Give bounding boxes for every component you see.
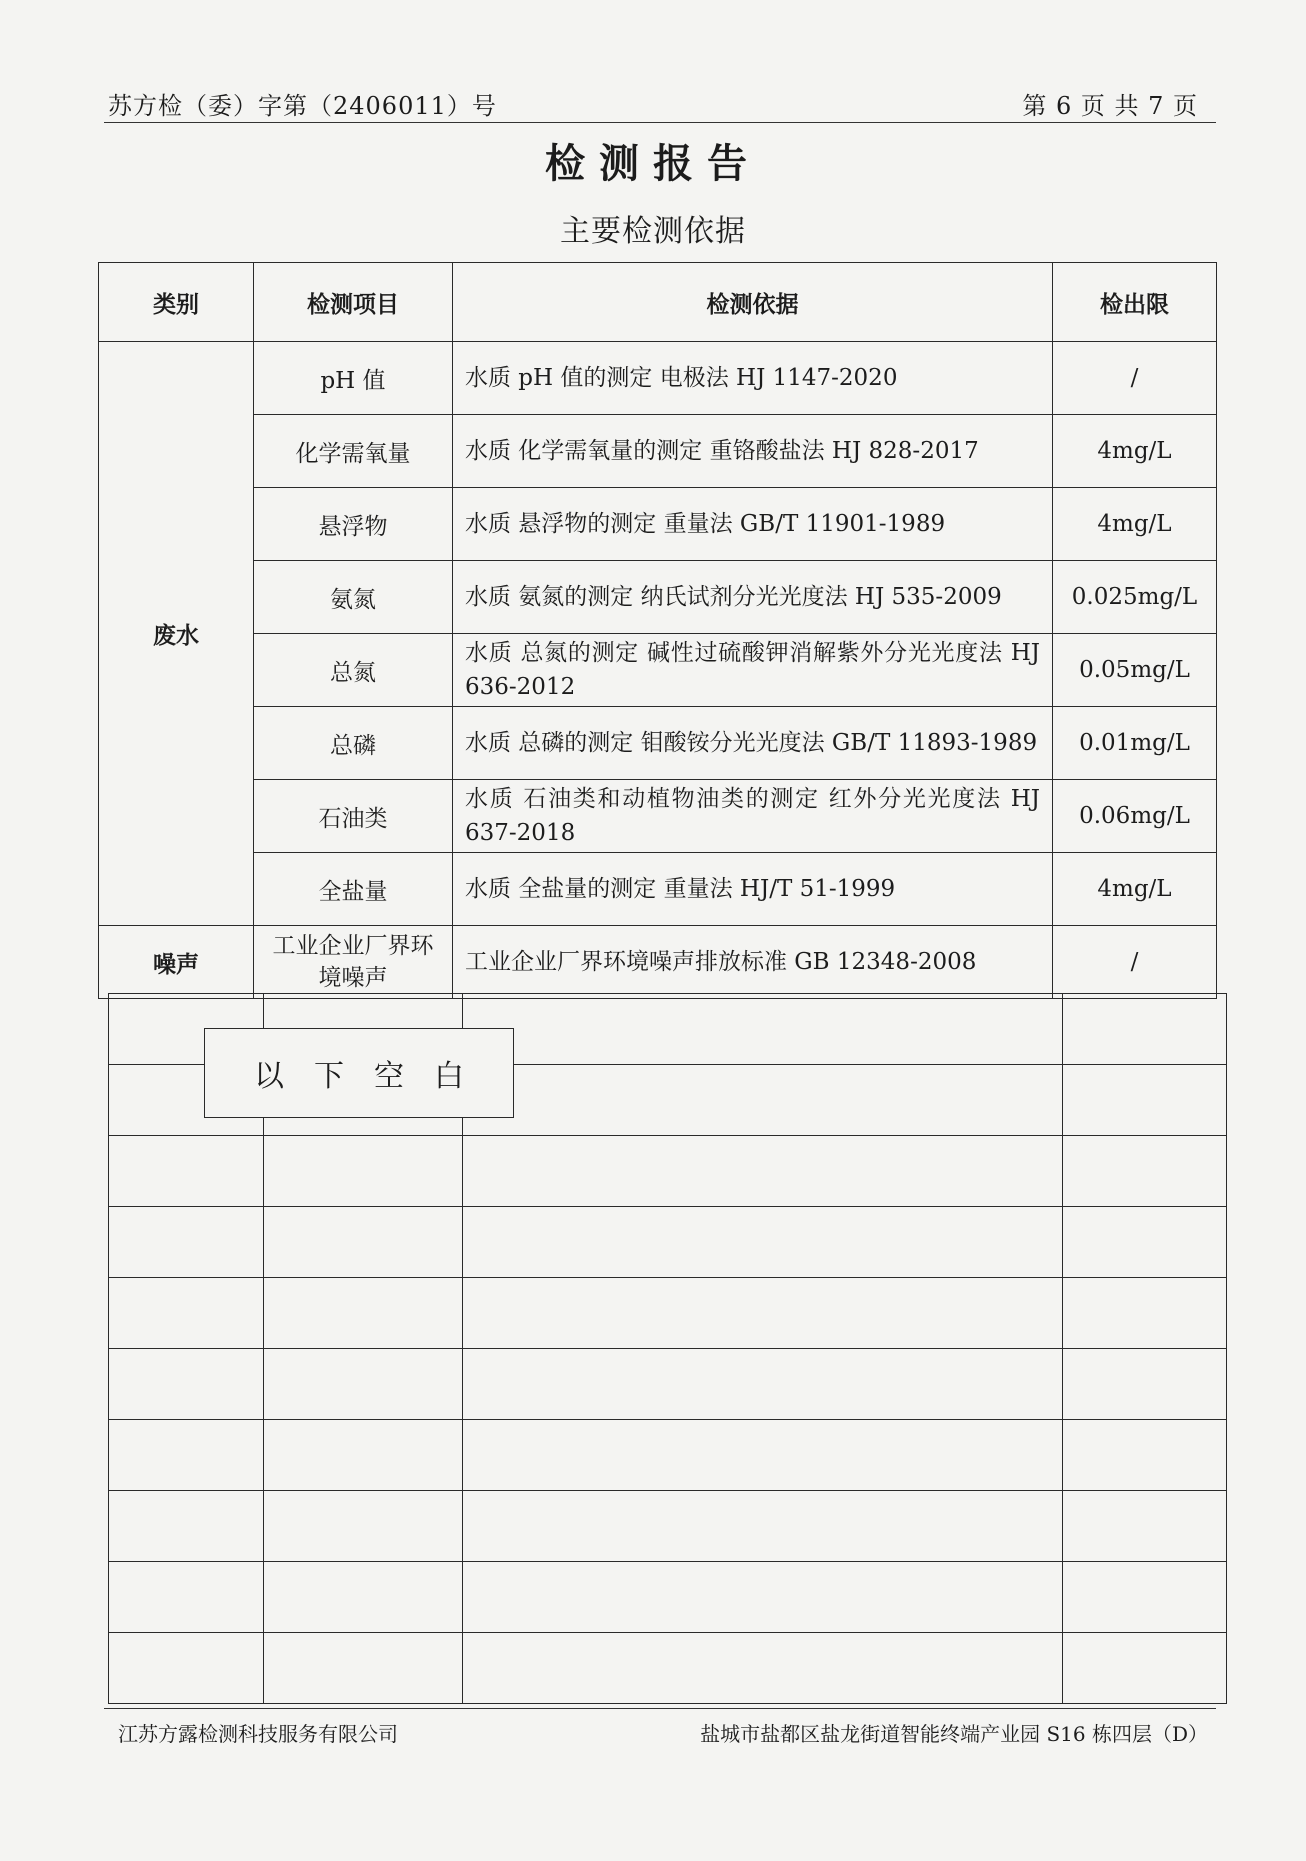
category-cell-noise: 噪声 [99, 926, 254, 999]
table-row [99, 926, 1217, 999]
table-row [99, 415, 1217, 488]
limit-cell: / [1053, 926, 1217, 999]
blank-row [109, 1136, 1227, 1207]
blank-row [109, 1207, 1227, 1278]
item-cell: 工业企业厂界环境噪声 [254, 926, 453, 999]
table-row [99, 634, 1217, 707]
limit-cell: 0.01mg/L [1053, 707, 1217, 780]
footer-rule [104, 1708, 1216, 1709]
basis-cell: 水质 石油类和动植物油类的测定 红外分光光度法 HJ 637-2018 [453, 780, 1053, 853]
item-cell: 悬浮物 [254, 488, 453, 561]
basis-cell: 水质 pH 值的测定 电极法 HJ 1147-2020 [453, 342, 1053, 415]
table-row [99, 707, 1217, 780]
item-cell: 全盐量 [254, 853, 453, 926]
item-cell: pH 值 [254, 342, 453, 415]
limit-cell: 0.05mg/L [1053, 634, 1217, 707]
blank-row [109, 1349, 1227, 1420]
report-subtitle: 主要检测依据 [560, 214, 746, 249]
item-cell: 氨氮 [254, 561, 453, 634]
limit-cell: 0.025mg/L [1053, 561, 1217, 634]
blank-row [109, 1278, 1227, 1349]
limit-cell: 4mg/L [1053, 415, 1217, 488]
blank-below-stamp: 以下空白 [204, 1028, 514, 1118]
basis-cell: 水质 总磷的测定 钼酸铵分光光度法 GB/T 11893-1989 [453, 707, 1053, 780]
blank-row [109, 1562, 1227, 1633]
header-rule [104, 122, 1216, 123]
col-header-category: 类别 [99, 263, 254, 342]
basis-cell: 水质 悬浮物的测定 重量法 GB/T 11901-1989 [453, 488, 1053, 561]
limit-cell: / [1053, 342, 1217, 415]
item-cell: 总氮 [254, 634, 453, 707]
category-cell-wastewater: 废水 [99, 342, 254, 926]
basis-cell: 水质 全盐量的测定 重量法 HJ/T 51-1999 [453, 853, 1053, 926]
basis-table [98, 262, 1217, 999]
page-indicator: 第 6 页 共 7 页 [1022, 92, 1198, 120]
limit-cell: 4mg/L [1053, 853, 1217, 926]
basis-cell: 水质 氨氮的测定 纳氏试剂分光光度法 HJ 535-2009 [453, 561, 1053, 634]
table-row [99, 780, 1217, 853]
table-row [99, 853, 1217, 926]
table-row [99, 488, 1217, 561]
col-header-limit: 检出限 [1053, 263, 1217, 342]
table-row [99, 561, 1217, 634]
item-cell: 石油类 [254, 780, 453, 853]
limit-cell: 4mg/L [1053, 488, 1217, 561]
table-row [99, 342, 1217, 415]
report-number: 苏方检（委）字第（2406011）号 [108, 92, 497, 120]
basis-cell: 工业企业厂界环境噪声排放标准 GB 12348-2008 [453, 926, 1053, 999]
col-header-item: 检测项目 [254, 263, 453, 342]
blank-row [109, 1633, 1227, 1704]
basis-cell: 水质 化学需氧量的测定 重铬酸盐法 HJ 828-2017 [453, 415, 1053, 488]
col-header-basis: 检测依据 [453, 263, 1053, 342]
footer-address: 盐城市盐都区盐龙街道智能终端产业园 S16 栋四层（D） [700, 1722, 1208, 1746]
item-cell: 总磷 [254, 707, 453, 780]
blank-row [109, 1491, 1227, 1562]
footer-company: 江苏方露检测科技服务有限公司 [118, 1722, 398, 1746]
basis-cell: 水质 总氮的测定 碱性过硫酸钾消解紫外分光光度法 HJ 636-2012 [453, 634, 1053, 707]
blank-row [109, 1420, 1227, 1491]
limit-cell: 0.06mg/L [1053, 780, 1217, 853]
item-cell: 化学需氧量 [254, 415, 453, 488]
report-title: 检测报告 [545, 140, 761, 187]
